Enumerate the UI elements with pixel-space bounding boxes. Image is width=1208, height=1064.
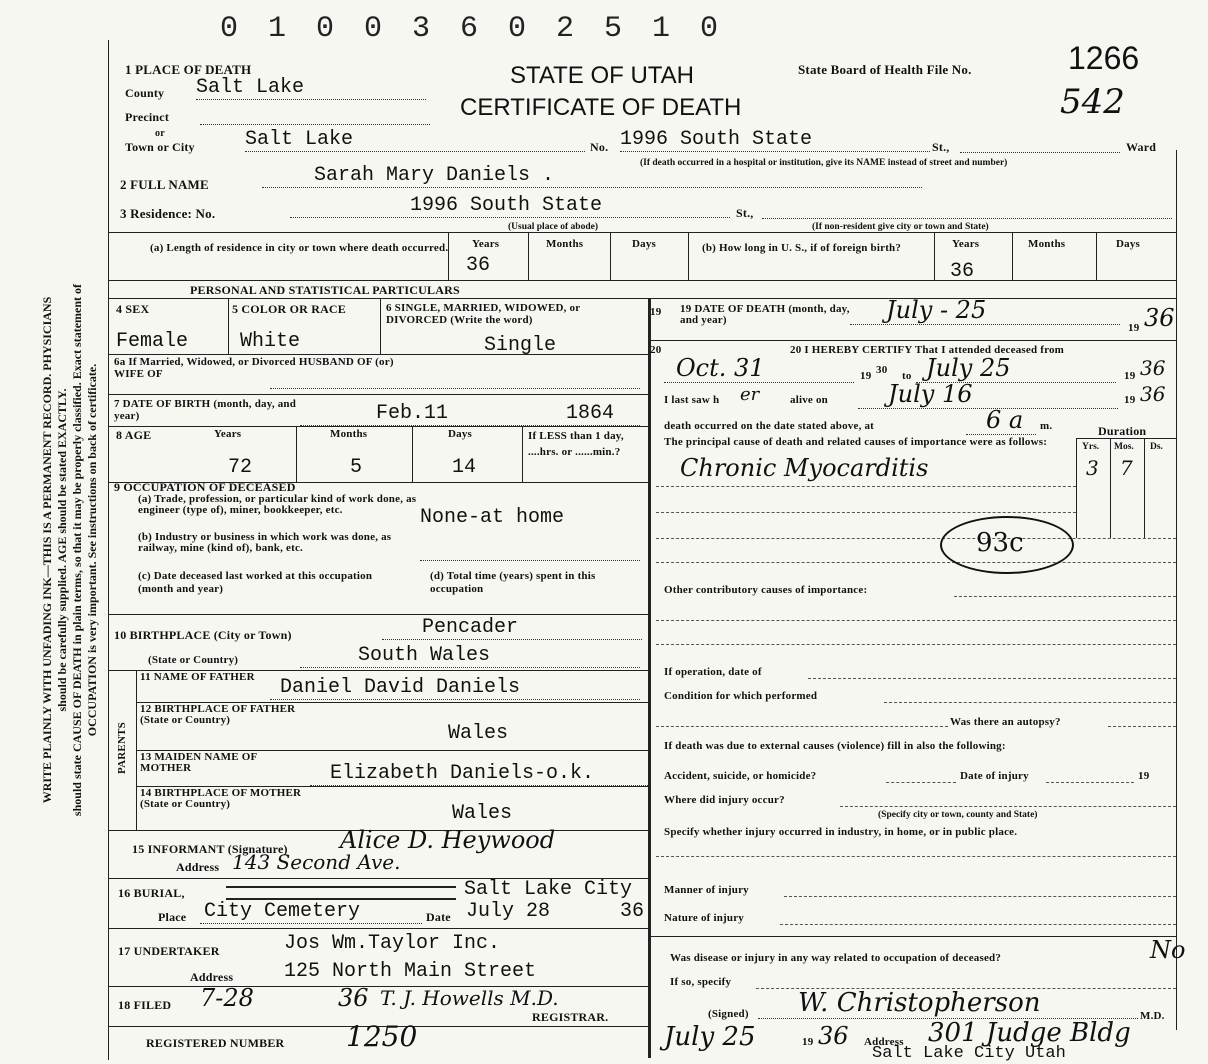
informant-address: 143 Second Ave. — [232, 850, 401, 874]
related-label: Was disease or injury in any way related to occupation of deceased? — [670, 952, 1002, 964]
occ-b-line — [420, 560, 640, 561]
grid-line — [108, 986, 648, 987]
manner-label: Manner of injury — [664, 884, 749, 896]
occ-b-label: (b) Industry or business in which work was done, as railway, mine (kind of), bank, etc. — [138, 531, 392, 554]
birthplace-country: South Wales — [300, 644, 640, 668]
marital-label: 6 SINGLE, MARRIED, WIDOWED, or DIVORCED (Write the word) — [386, 302, 581, 326]
us-days-label: Days — [1116, 238, 1141, 250]
undertaker-address: 125 North Main Street — [284, 960, 537, 983]
birthplace-label: 10 BIRTHPLACE (City or Town) — [114, 628, 292, 642]
signed-label: (Signed) — [708, 1008, 749, 1020]
father-label: 11 NAME OF FATHER — [140, 671, 255, 683]
dod-label: 19 DATE OF DEATH (month, day, and year) — [680, 303, 850, 326]
last-seen-label: I last saw h — [664, 394, 720, 406]
ifso-label: If so, specify — [670, 976, 732, 988]
residence-value: 1996 South State — [290, 194, 730, 218]
struck-text — [226, 886, 456, 900]
md-label: M.D. — [1140, 1010, 1165, 1022]
cause-code: 93c — [976, 528, 1024, 558]
grid-line — [228, 298, 229, 354]
nonres-note: (If non-resident give city or town and State) — [812, 222, 989, 232]
age-days-label: Days — [448, 428, 473, 440]
informant-signature: Alice D. Heywood — [340, 826, 556, 854]
grid-line — [522, 426, 523, 482]
age-years: 72 — [228, 456, 253, 479]
residence-rule — [108, 232, 1176, 233]
days-label: Days — [632, 238, 657, 250]
informant-label: 15 INFORMANT (Signature) — [132, 842, 288, 856]
burial-date-label: Date — [426, 910, 451, 924]
related-value: No — [1150, 936, 1186, 964]
age-months-label: Months — [330, 428, 368, 440]
no-label: No. — [590, 140, 609, 154]
registrar-label: REGISTRAR. — [532, 1010, 609, 1024]
county-value: Salt Lake — [196, 76, 426, 100]
abode-note: (Usual place of abode) — [508, 222, 598, 232]
physician-address: 301 Judge Bldg — [928, 1018, 1131, 1048]
certify-label: 20 I HEREBY CERTIFY That I attended deceased from — [790, 344, 1065, 356]
dod-year: 36 — [1144, 304, 1175, 332]
last-seen-who: er — [740, 384, 760, 405]
margin-line-3: OCCUPATION is very important. See instructions on back of certificate. — [85, 363, 99, 737]
reg-number: 1250 — [346, 1020, 418, 1053]
precinct-line — [200, 124, 430, 125]
grid-line — [448, 232, 449, 280]
dashed-line — [656, 538, 1176, 539]
mother-birthplace: Wales — [452, 802, 513, 825]
margin-instructions — [40, 90, 100, 1010]
undertaker-value: Jos Wm.Taylor Inc. — [284, 932, 501, 955]
filed-year: 36 — [338, 984, 369, 1012]
length-label: (a) Length of residence in city or town where death occurred. — [150, 242, 449, 254]
grid-line — [1076, 438, 1176, 439]
occupation-label: 9 OCCUPATION OF DECEASED — [114, 480, 296, 494]
personal-heading: PERSONAL AND STATISTICAL PARTICULARS — [190, 283, 460, 297]
grid-line — [108, 354, 648, 355]
signed-19: 19 — [802, 1036, 814, 1048]
dod-num: 19 — [650, 306, 662, 318]
residence-label: 3 Residence: No. — [120, 206, 216, 221]
from-19: 19 — [860, 370, 872, 382]
father-value: Daniel David Daniels — [270, 676, 640, 700]
last-seen-year: 36 — [1140, 382, 1166, 406]
grid-line — [528, 232, 529, 280]
occurred-label: death occurred on the date stated above, at — [664, 420, 875, 432]
burial-year: 36 — [620, 900, 645, 923]
burial-date: July 28 — [466, 900, 551, 923]
autopsy-label: Was there an autopsy? — [950, 716, 1061, 728]
left-border — [108, 40, 109, 1060]
grid-line — [108, 614, 648, 615]
grid-line — [108, 394, 648, 395]
dashed-line — [1108, 726, 1176, 727]
color-label: 5 COLOR OR RACE — [232, 302, 347, 316]
or-label: or — [155, 128, 165, 139]
injury-year: 19 — [1138, 770, 1150, 782]
grid-line — [1110, 438, 1111, 538]
attended-from: Oct. 31 — [664, 354, 854, 383]
physician-address-label: Address — [864, 1036, 904, 1048]
undertaker-label: 17 UNDERTAKER — [118, 944, 220, 958]
dob-value: Feb.11 — [300, 402, 640, 426]
burial-place-label: Place — [158, 910, 187, 924]
to-year: 36 — [1140, 356, 1166, 380]
burial-place: City Cemetery — [200, 900, 422, 924]
physician-city: Salt Lake City Utah — [872, 1044, 1066, 1063]
dashed-line — [1046, 782, 1134, 783]
dashed-line — [808, 678, 1176, 679]
us-months-label: Months — [1028, 238, 1066, 250]
precinct-label: Precinct — [125, 110, 170, 124]
seen-19: 19 — [1124, 394, 1136, 406]
grid-line — [412, 426, 413, 482]
right-border — [1176, 150, 1177, 1030]
cause-yrs: 3 — [1086, 456, 1099, 480]
dashed-line — [656, 512, 1076, 513]
months-label: Months — [546, 238, 584, 250]
dashed-line — [784, 896, 1176, 897]
center-divider — [648, 298, 651, 1058]
grid-line — [648, 936, 1176, 937]
grid-line — [1012, 232, 1013, 280]
dashed-line — [656, 856, 1176, 857]
grid-line — [108, 298, 648, 299]
specify-label: Specify whether injury occurred in industry, in home, or in public place. — [664, 826, 1018, 838]
burial-label: 16 BURIAL, — [118, 886, 185, 900]
birthplace-state-label: (State or Country) — [148, 654, 239, 666]
color-value: White — [240, 330, 301, 353]
signed-year: 36 — [818, 1022, 849, 1050]
informant-address-label: Address — [176, 860, 220, 874]
serial-number: 0 1 0 0 3 6 0 2 5 1 0 — [220, 12, 725, 46]
occ-d-label: (d) Total time (years) spent in this occupation — [430, 570, 596, 595]
place-heading: 1 PLACE OF DEATH — [125, 62, 252, 77]
dashed-line — [884, 702, 1176, 703]
yrs-label: Yrs. — [1082, 442, 1100, 452]
grid-line — [1096, 232, 1097, 280]
grid-line — [380, 298, 381, 354]
mother-value: Elizabeth Daniels-o.k. — [310, 762, 650, 786]
alive-label: alive on — [790, 394, 828, 406]
cause-label: The principal cause of death and related causes of importance were as follows: — [664, 436, 1048, 448]
spouse-label: 6a If Married, Widowed, or Divorced HUSBAND OF (or) WIFE OF — [114, 356, 394, 380]
dob-label: 7 DATE OF BIRTH (month, day, and year) — [114, 398, 297, 422]
sex-label: 4 SEX — [116, 302, 150, 316]
dashed-line — [886, 782, 956, 783]
margin-line-1: WRITE PLAINLY WITH UNFADING INK—THIS IS A PERMANENT RECORD. PHYSICIANS — [40, 296, 54, 804]
dashed-line — [656, 726, 948, 727]
state-title: STATE OF UTAH — [510, 62, 694, 89]
dob-year: 1864 — [566, 402, 615, 425]
reg-number-label: REGISTERED NUMBER — [146, 1036, 285, 1050]
injury-date-label: Date of injury — [960, 770, 1029, 782]
signed-date: July 25 — [664, 1022, 756, 1052]
filed-label: 18 FILED — [118, 998, 172, 1012]
dod-19: 19 — [1128, 322, 1140, 334]
dashed-line — [840, 806, 1176, 807]
from-year: 30 — [876, 364, 888, 376]
cause-mos: 7 — [1120, 456, 1133, 480]
to-19: 19 — [1124, 370, 1136, 382]
town-label: Town or City — [125, 140, 195, 154]
age-months: 5 — [350, 456, 363, 479]
residence-st: St., — [736, 206, 754, 220]
occupation-value: None-at home — [420, 506, 565, 529]
filed-date: 7-28 — [200, 984, 254, 1012]
ds-label: Ds. — [1150, 442, 1163, 452]
age-years-label: Years — [214, 428, 242, 440]
dashed-line — [656, 620, 1176, 621]
grid-line — [108, 280, 1176, 281]
age-days: 14 — [452, 456, 477, 479]
grid-line — [688, 232, 689, 280]
dashed-line — [656, 562, 1176, 563]
nature-label: Nature of injury — [664, 912, 744, 924]
grid-line — [296, 426, 297, 482]
duration-label: Duration — [1098, 424, 1147, 438]
grid-line — [1144, 438, 1145, 538]
marital-value: Single — [484, 334, 557, 357]
dashed-line — [656, 486, 1076, 487]
certificate-title: CERTIFICATE OF DEATH — [460, 94, 742, 121]
age-label: 8 AGE — [116, 428, 152, 442]
ward-label: Ward — [1126, 140, 1157, 154]
cause-value: Chronic Myocarditis — [680, 454, 929, 482]
hospital-note: (If death occurred in a hospital or institution, give its NAME instead of street and number) — [640, 158, 1008, 168]
grid-line — [934, 232, 935, 280]
file-number: 1266 — [1068, 40, 1140, 76]
us-years: 36 — [950, 260, 975, 283]
grid-line — [108, 928, 648, 929]
file-label: State Board of Health File No. — [798, 62, 972, 77]
attended-to: July 25 — [916, 354, 1116, 383]
sex-value: Female — [116, 330, 189, 353]
residence-years: 36 — [466, 254, 491, 277]
where-note: (Specify city or town, county and State) — [878, 810, 1038, 820]
burial-city: Salt Lake City — [464, 878, 633, 901]
father-birthplace: Wales — [448, 722, 509, 745]
grid-line — [1076, 438, 1077, 538]
grid-line — [108, 426, 648, 427]
st-label: St., — [932, 140, 950, 154]
physician-signature: W. Christopherson — [758, 988, 1138, 1019]
town-value: Salt Lake — [245, 128, 585, 152]
where-label: Where did injury occur? — [664, 794, 785, 806]
father-birthplace-label: 12 BIRTHPLACE OF FATHER (State or Country) — [140, 703, 296, 726]
mother-birthplace-label: 14 BIRTHPLACE OF MOTHER (State or Country) — [140, 787, 302, 810]
certify-num: 20 — [650, 344, 662, 356]
birthplace-city: Pencader — [382, 616, 642, 640]
handwritten-number: 542 — [1060, 82, 1125, 122]
condition-label: Condition for which performed — [664, 690, 818, 702]
margin-line-4: should be carefully supplied. AGE should be stated EXACTLY. — [55, 388, 69, 712]
dashed-line — [954, 596, 1176, 597]
margin-line-2: should state CAUSE OF DEATH in plain terms, so that it may be properly classified. Exact statement of — [70, 283, 84, 817]
grid-line — [648, 340, 1176, 341]
mos-label: Mos. — [1114, 442, 1134, 452]
full-name-value: Sarah Mary Daniels . — [262, 164, 922, 188]
county-label: County — [125, 86, 165, 100]
mother-label: 13 MAIDEN NAME OF MOTHER — [140, 751, 257, 774]
m-label: m. — [1040, 420, 1053, 432]
dashed-line — [780, 924, 1176, 925]
accident-label: Accident, suicide, or homicide? — [664, 770, 817, 782]
death-time: 6 a — [966, 406, 1036, 435]
external-label: If death was due to external causes (violence) fill in also the following: — [664, 740, 1006, 752]
residence-line — [762, 218, 1172, 219]
us-years-label: Years — [952, 238, 980, 250]
operation-label: If operation, date of — [664, 666, 762, 678]
us-label: (b) How long in U. S., if of foreign birth? — [702, 242, 902, 254]
to-label: to — [902, 370, 912, 382]
spouse-line — [270, 388, 640, 389]
occ-c-label: (c) Date deceased last worked at this occupation (month and year) — [138, 570, 373, 595]
undertaker-address-label: Address — [190, 970, 234, 984]
contrib-label: Other contributory causes of importance: — [664, 584, 868, 596]
years-label: Years — [472, 238, 500, 250]
dashed-line — [656, 644, 1176, 645]
dod-value: July - 25 — [850, 296, 1120, 325]
grid-line — [610, 232, 611, 280]
less-label: If LESS than 1 day, ....hrs. or ......min.? — [528, 430, 624, 458]
last-seen-date: July 16 — [858, 380, 1118, 409]
full-name-label: 2 FULL NAME — [120, 177, 209, 192]
ward-line — [960, 152, 1120, 153]
street-value: 1996 South State — [620, 128, 930, 152]
registrar-signature: T. J. Howells M.D. — [380, 986, 559, 1010]
parents-label: PARENTS — [115, 722, 128, 774]
occ-a-label: (a) Trade, profession, or particular kind of work done, as engineer (type of), miner, bookkeeper, etc. — [138, 493, 417, 516]
